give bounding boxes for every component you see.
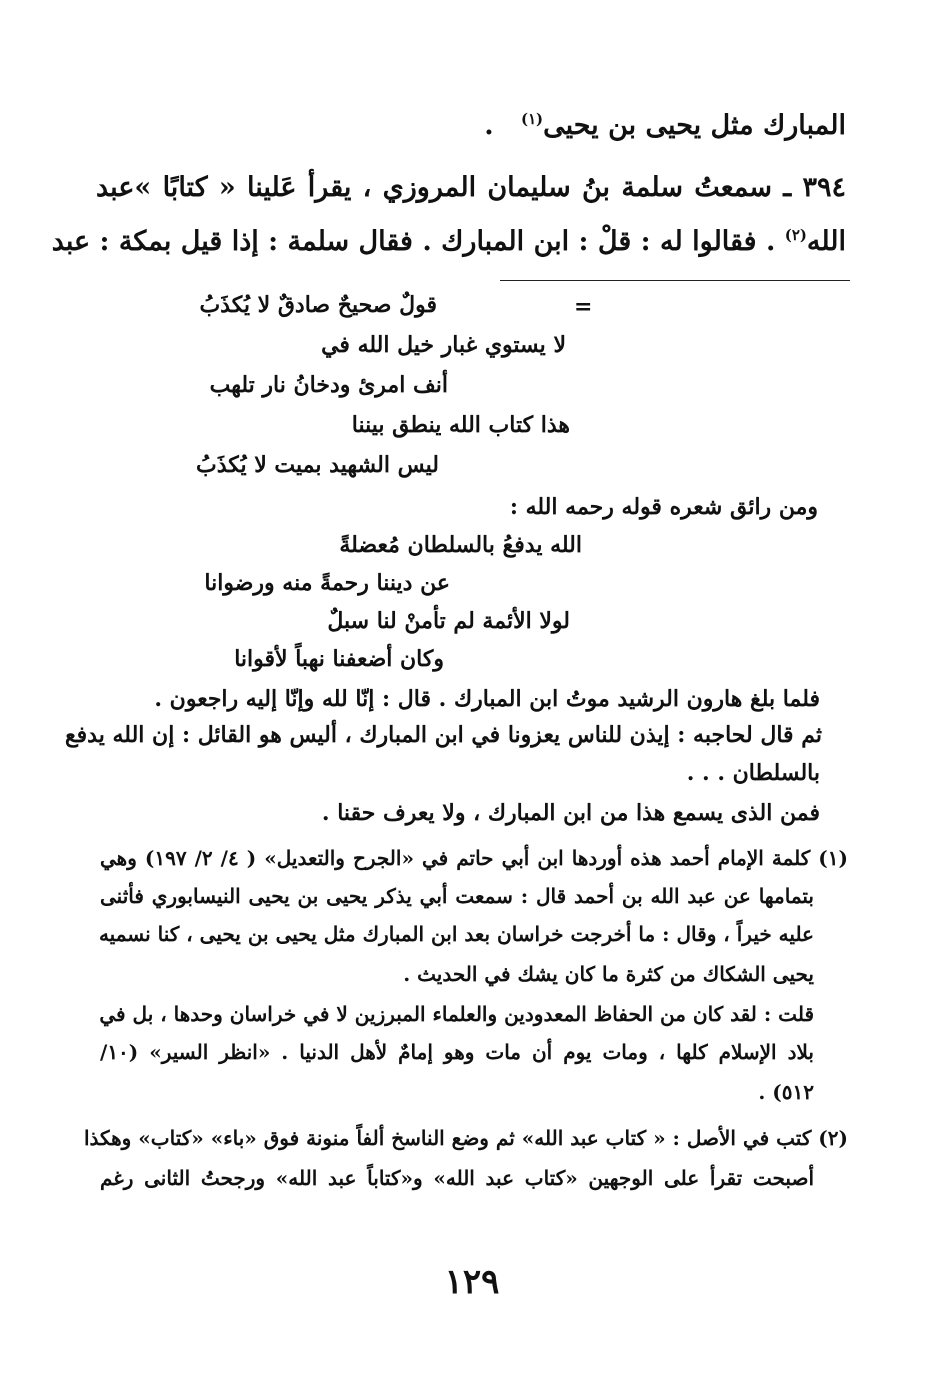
footnote-ref-2[interactable]: (٢) — [784, 226, 807, 244]
prose-line-3: بالسلطان . . . — [686, 760, 820, 786]
verse-6: الله يدفعُ بالسلطان مُعضلةً — [339, 532, 582, 558]
main-line-3 — [51, 226, 846, 257]
footnote-1-line-4: يحيى الشكاك من كثرة ما كان يشك في الحديث . — [403, 962, 814, 986]
main-line-1-period: . — [484, 110, 494, 141]
verse-7: عن ديننا رحمةً منه ورضوانا — [204, 570, 450, 596]
poem-intro: ومن رائق شعره قوله رحمه الله : — [509, 494, 818, 520]
footnote-1-line-2: بتمامها عن عبد الله بن أحمد قال : سمعت أبي يذكر يحيى بن يحيى النيسابوري فأثنى — [100, 884, 814, 908]
top-rule — [500, 280, 850, 281]
main-line-2: ٣٩٤ ـ سمعتُ سلمة بنُ سليمان المروزي ، يقرأ عَلينا « كتابًا »عبد — [96, 172, 846, 203]
footnote-1-line-6: بلاد الإسلام كلها ، ومات يوم أن مات وهو إمامٌ لأهل الدنيا . «انظر السير» (١٠/ — [100, 1040, 814, 1064]
footnote-1-line-3: عليه خيراً ، وقال : ما أخرجت خراسان بعد ابن المبارك مثل يحيى بن يحيى ، كنا نسميه — [98, 922, 814, 946]
verse-3: أنف امرئ ودخانُ نار تلهب — [209, 372, 448, 398]
verse-1: قولٌ صحيحٌ صادقٌ لا يُكذَبُ — [199, 292, 437, 318]
main-line-3-rest: . فقالوا له : قلْ : ابن المبارك . فقال سلمة : إذا قيل بمكة : عبد — [51, 226, 785, 257]
verse-2: لا يستوي غبار خيل الله في — [321, 332, 566, 358]
footnote-1-line-5: قلت : لقد كان من الحفاظ المعدودين والعلماء المبرزين لا في خراسان وحدها ، بل في — [99, 1002, 814, 1026]
main-line-1-text: المبارك مثل يحيى بن يحيى — [543, 110, 846, 141]
verse-4: هذا كتاب الله ينطق بيننا — [351, 412, 570, 438]
verse-9: وكان أضعفنا نهباً لأقوانا — [234, 646, 444, 672]
equals-mark: = — [574, 294, 593, 320]
footnote-2-line-1: (٢) كتب في الأصل : « كتاب عبد الله» ثم وضع الناسخ ألفاً منونة فوق «باء» «كتاب» وهكذا — [84, 1126, 848, 1150]
main-line-1 — [484, 110, 846, 141]
footnote-ref-1[interactable]: (١) — [521, 110, 544, 128]
prose-line-2: ثم قال لحاجبه : إيذن للناس يعزونا في ابن المبارك ، أليس هو القائل : إن الله يدفع — [64, 722, 822, 748]
prose-line-1: فلما بلغ هارون الرشيد موتُ ابن المبارك . قال : إنّا لله وإنّا إليه راجعون . — [154, 686, 820, 712]
verse-5: ليس الشهيد بميت لا يُكذَبُ — [196, 452, 439, 478]
footnote-2-line-2: أصبحت تقرأ على الوجهين «كتاب عبد الله» و«كتاباً عبد الله» ورجحتُ الثانى رغم — [100, 1166, 814, 1190]
page-number: ١٢٩ — [444, 1262, 500, 1302]
footnote-1-line-1: (١) كلمة الإمام أحمد هذه أوردها ابن أبي حاتم في «الجرح والتعديل» ( ٤/ ٢/ ١٩٧) وهي — [100, 846, 848, 870]
main-line-3-start: الله — [806, 226, 846, 257]
prose-line-4: فمن الذى يسمع هذا من ابن المبارك ، ولا يعرف حقنا . — [321, 800, 820, 826]
footnote-1-line-7: ٥١٢) . — [758, 1080, 814, 1104]
verse-8: لولا الأئمة لم تأمنْ لنا سبلٌ — [327, 608, 570, 634]
